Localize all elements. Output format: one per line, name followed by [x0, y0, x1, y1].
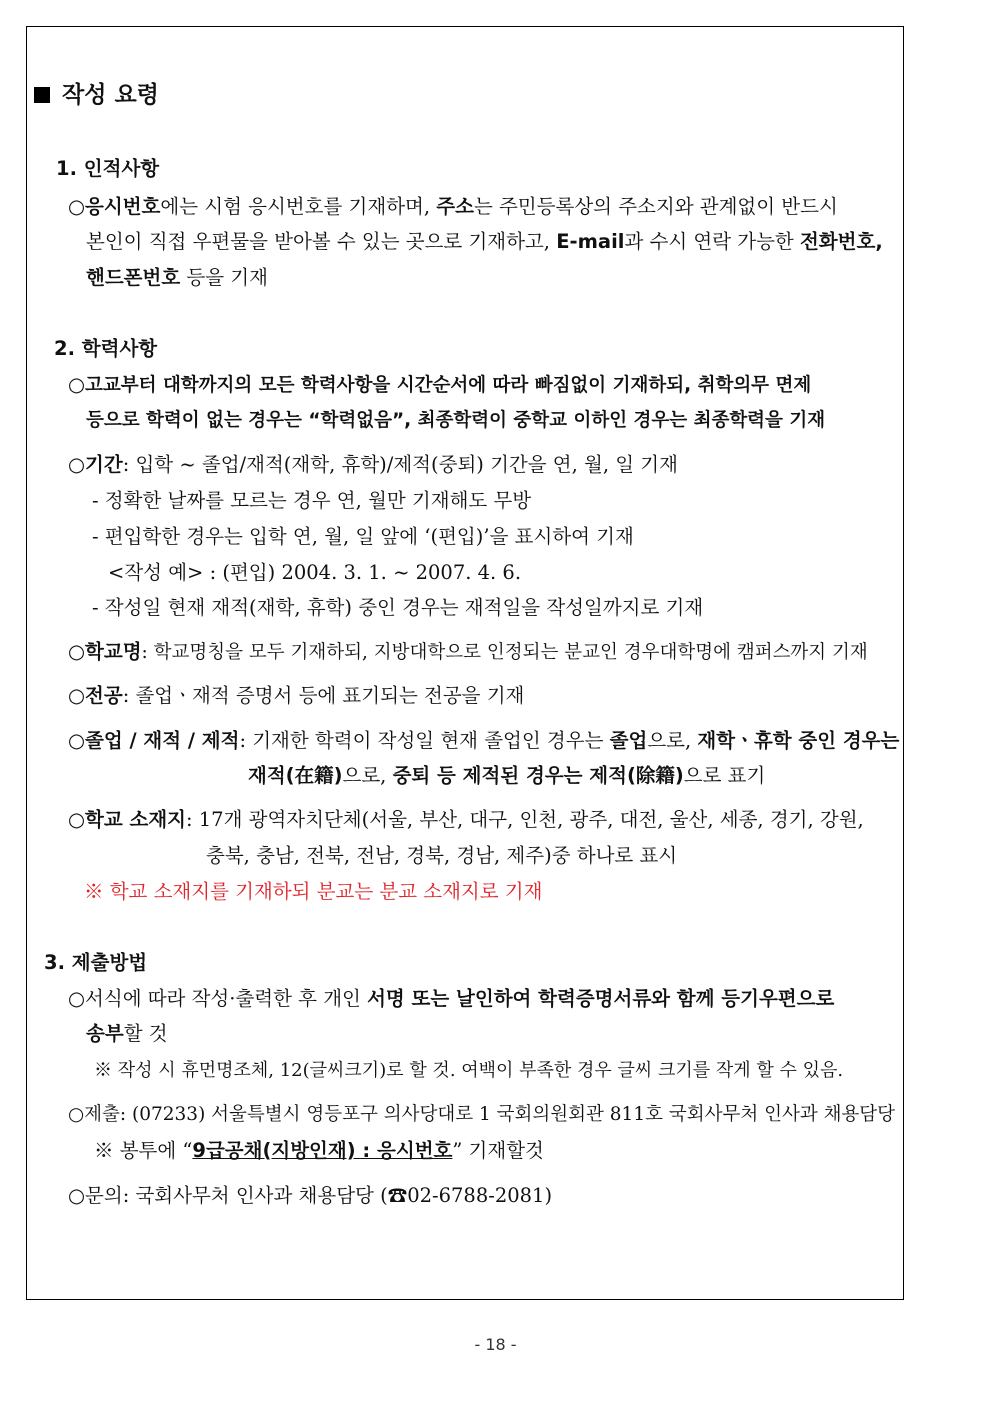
s2-line-4: - 정확한 날짜를 모르는 경우 연, 월만 기재해도 무방 [92, 489, 532, 512]
bullet-icon: ○ [68, 808, 86, 831]
s2-line-school-name: ○학교명: 학교명칭을 모두 기재하되, 지방대학으로 인정되는 분교인 경우대학명에 캠퍼스까지 기재 [68, 640, 868, 663]
s2-red-note: ※ 학교 소재지를 기재하되 분교는 분교 소재지로 기재 [84, 880, 543, 903]
bullet-icon: ○ [68, 1184, 86, 1207]
heading-education: 2. 학력사항 [54, 337, 158, 360]
s2-line-status: ○졸업 / 재적 / 제적: 기재한 학력이 작성일 현재 졸업인 경우는 졸업으로, 재학ㆍ휴학 중인 경우는 [68, 729, 900, 752]
s1-line-3: 핸드폰번호 등을 기재 [86, 266, 268, 289]
page-number: - 18 - [474, 1335, 517, 1354]
heading-submission: 3. 제출방법 [44, 951, 148, 974]
s3-line-contact: ○문의: 국회사무처 인사과 채용담당 (☎02-6788-2081) [68, 1184, 553, 1207]
section-title: 작성 요령 [34, 82, 159, 108]
s2-line-5: - 편입학한 경우는 입학 연, 월, 일 앞에 ‘(편입)’을 표시하여 기재 [92, 525, 634, 548]
bullet-icon: ○ [68, 453, 86, 476]
heading-personal-info: 1. 인적사항 [56, 157, 160, 180]
s3-line-envelope: ※ 봉투에 “9급공채(지방인재) : 응시번호” 기재할것 [94, 1139, 544, 1162]
bullet-icon: ○ [68, 373, 86, 396]
s2-line-7: - 작성일 현재 재적(재학, 휴학) 중인 경우는 재적일을 작성일까지로 기재 [92, 596, 704, 619]
s1-line-2: 본인이 직접 우편물을 받아볼 수 있는 곳으로 기재하고, E-mail과 수시 연락 가능한 전화번호, [86, 230, 883, 253]
bullet-icon: ○ [68, 684, 86, 707]
bullet-icon: ○ [68, 195, 86, 218]
s3-line-3: ※ 작성 시 휴먼명조체, 12(글씨크기)로 할 것. 여백이 부족한 경우 글씨 크기를 작게 할 수 있음. [94, 1060, 844, 1081]
black-square-icon [34, 87, 50, 103]
bullet-icon: ○ [68, 1104, 85, 1125]
s2-line-location: ○학교 소재지: 17개 광역자치단체(서울, 부산, 대구, 인천, 광주, 대전, 울산, 세종, 경기, 강원, [68, 808, 864, 831]
bullet-icon: ○ [68, 729, 86, 752]
s2-line-period: ○기간: 입학 ~ 졸업/재적(재학, 휴학)/제적(중퇴) 기간을 연, 월, 일 기재 [68, 453, 678, 476]
s1-line-1: ○응시번호에는 시험 응시번호를 기재하며, 주소는 주민등록상의 주소지와 관계없이 반드시 [68, 195, 838, 218]
s2-line-1: ○고교부터 대학까지의 모든 학력사항을 시간순서에 따라 빠짐없이 기재하되, 취학의무 면제 [68, 373, 812, 396]
s2-line-major: ○전공: 졸업ㆍ재적 증명서 등에 표기되는 전공을 기재 [68, 684, 525, 707]
bullet-icon: ○ [68, 640, 86, 663]
s3-line-2: 송부할 것 [86, 1022, 168, 1045]
bullet-icon: ○ [68, 987, 86, 1010]
s3-line-1: ○서식에 따라 작성·출력한 후 개인 서명 또는 날인하여 학력증명서류와 함께 등기우편으로 [68, 987, 835, 1010]
s2-line-status-cont: 재적(在籍)으로, 중퇴 등 제적된 경우는 제적(除籍)으로 표기 [248, 764, 766, 787]
s3-line-address: ○제출: (07233) 서울특별시 영등포구 의사당대로 1 국회의원회관 811호 국회사무처 인사과 채용담당 [68, 1104, 896, 1125]
s2-line-location-cont: 충북, 충남, 전북, 전남, 경북, 경남, 제주)중 하나로 표시 [206, 844, 678, 867]
s2-line-6: <작성 예> : (편입) 2004. 3. 1. ~ 2007. 4. 6. [108, 561, 522, 584]
s2-line-2: 등으로 학력이 없는 경우는 “학력없음”, 최종학력이 중학교 이하인 경우는 최종학력을 기재 [86, 410, 826, 431]
